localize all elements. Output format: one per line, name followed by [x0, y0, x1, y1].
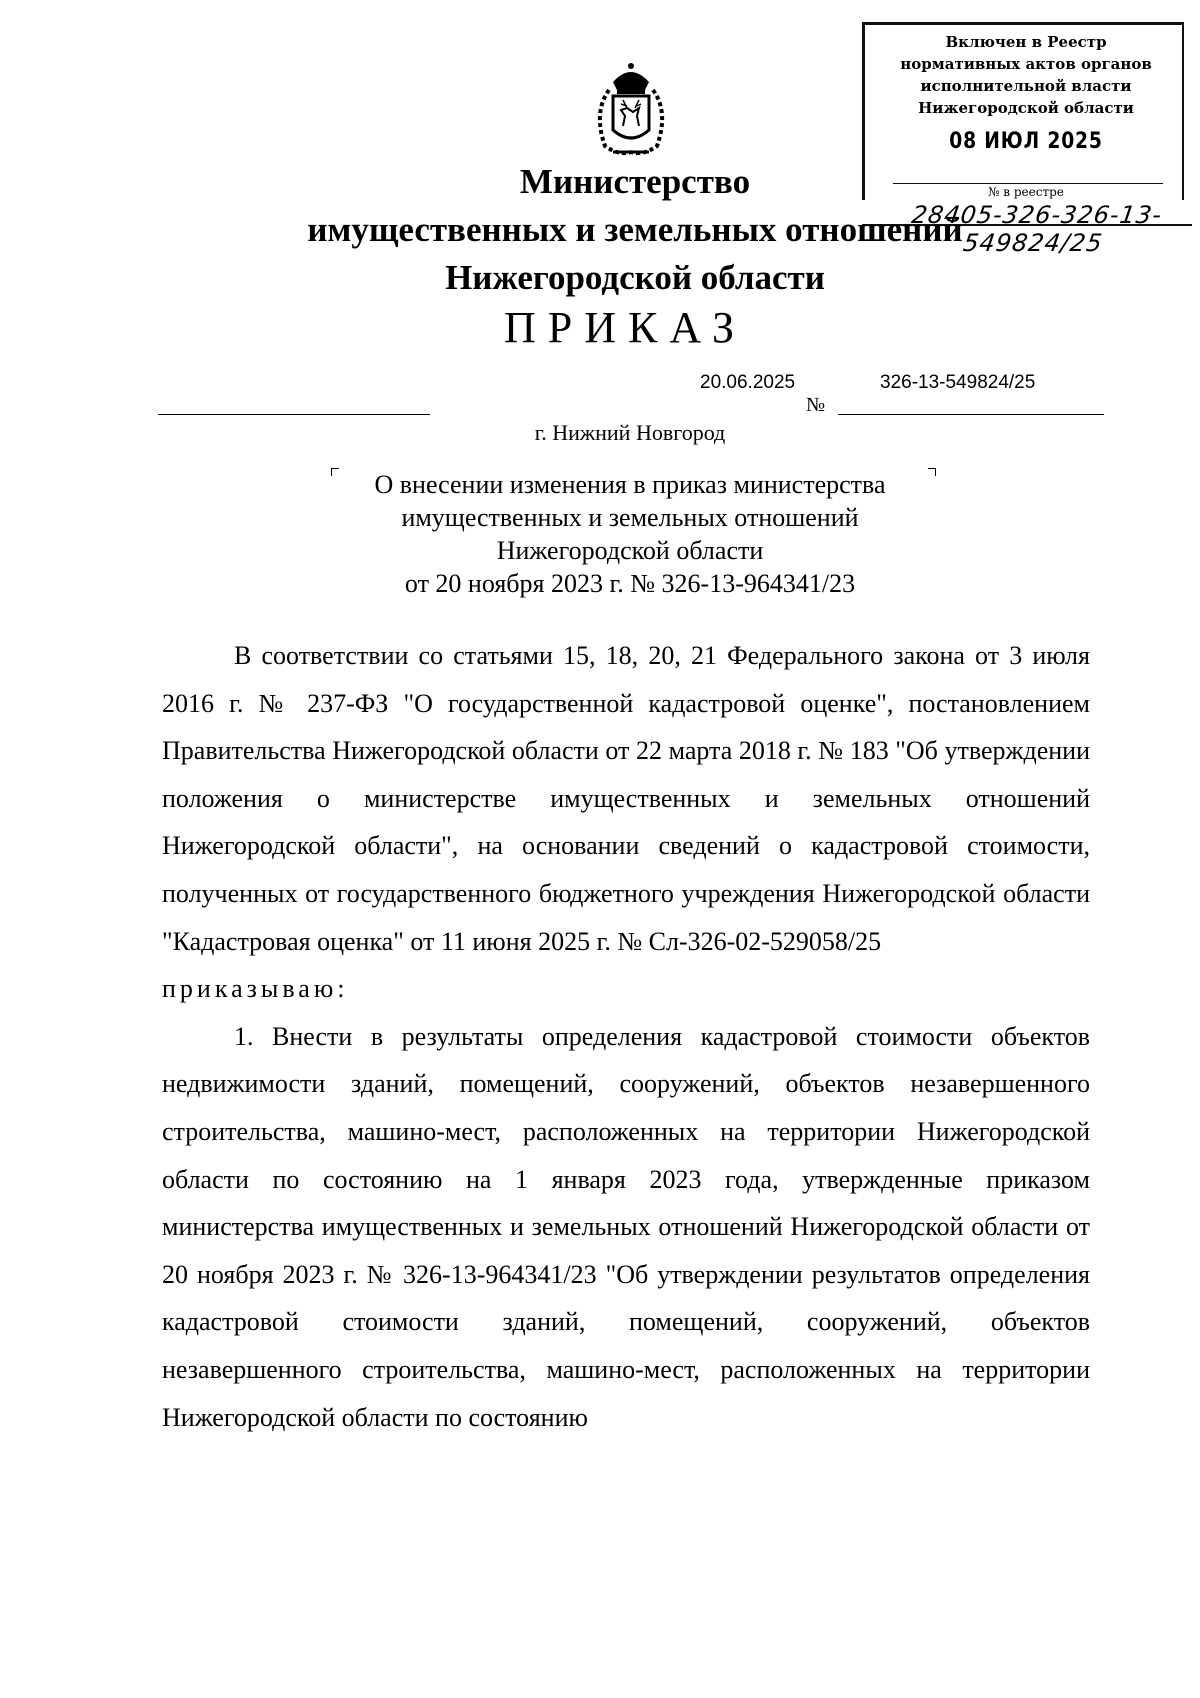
coat-of-arms-icon	[583, 60, 679, 160]
stamp-line: Нижегородской области	[918, 99, 1134, 117]
subject-line: имущественных и земельных отношений	[401, 503, 859, 532]
city: г. Нижний Новгород	[534, 420, 726, 445]
date-underline	[158, 414, 430, 415]
stamp-regno-label: № в реестре	[988, 185, 1064, 199]
stamp-line: Включен в Реестр	[945, 33, 1107, 51]
number-underline	[838, 414, 1104, 415]
stamp-date: 08 ИЮЛ 2025	[949, 129, 1103, 154]
item-1-paragraph: 1. Внести в результаты определения кадастровой стоимости объектов недвижимости зданий, помещений, сооружений, объектов незавершенного строительства, машино-мест, расположенных на территории Нижегородской области по состоянию на 1 января 2023 года, утвержденные приказом министерства имущественных и земельных отношений Нижегородской области от 20 ноября 2023 г. № 326-13-964341/23 "Об утверждении результатов определения кадастровой стоимости зданий, помещений, сооружений, объектов незавершенного строительства, машино-мест, расположенных на территории Нижегородской области по состоянию	[162, 1021, 1090, 1432]
ministry-heading	[200, 158, 1070, 302]
stamp-line: нормативных актов органов	[900, 55, 1152, 73]
ministry-line: Министерство	[519, 162, 751, 201]
ministry-line: Нижегородской области	[445, 258, 825, 297]
order-date: 20.06.2025	[700, 372, 796, 393]
subject-line: О внесении изменения в приказ министерства	[374, 470, 886, 499]
stamp-line: исполнительной власти	[920, 77, 1132, 95]
number-sign: №	[806, 394, 826, 416]
order-word: приказываю:	[162, 974, 349, 1004]
order-body	[162, 632, 1090, 1441]
stamp-text	[865, 31, 1187, 119]
subject-line: Нижегородской области	[496, 536, 764, 565]
stamp-regno: 28405-326-326-13-549824/25	[909, 201, 1165, 257]
subject-line: от 20 ноября 2023 г. № 326-13-964341/23	[404, 569, 856, 598]
preamble-paragraph: В соответствии со статьями 15, 18, 20, 21 Федерального закона от 3 июля 2016 г. № 237-ФЗ "О государственной кадастровой оценке", постановлением Правительства Нижегородской области от 22 марта 2018 г. № 183 "Об утверждении положения о министерстве имущественных и земельных отношений Нижегородской области", на основании сведений о кадастровой стоимости, полученных от государственного бюджетного учреждения Нижегородской области "Кадастровая оценка" от 11 июня 2025 г. № Сл-326-02-529058/25	[162, 641, 1090, 956]
order-number: 326-13-549824/25	[880, 372, 1036, 393]
ministry-line: имущественных и земельных отношений	[307, 210, 963, 249]
document-type: ПРИКАЗ	[503, 303, 747, 352]
order-subject	[330, 468, 930, 600]
